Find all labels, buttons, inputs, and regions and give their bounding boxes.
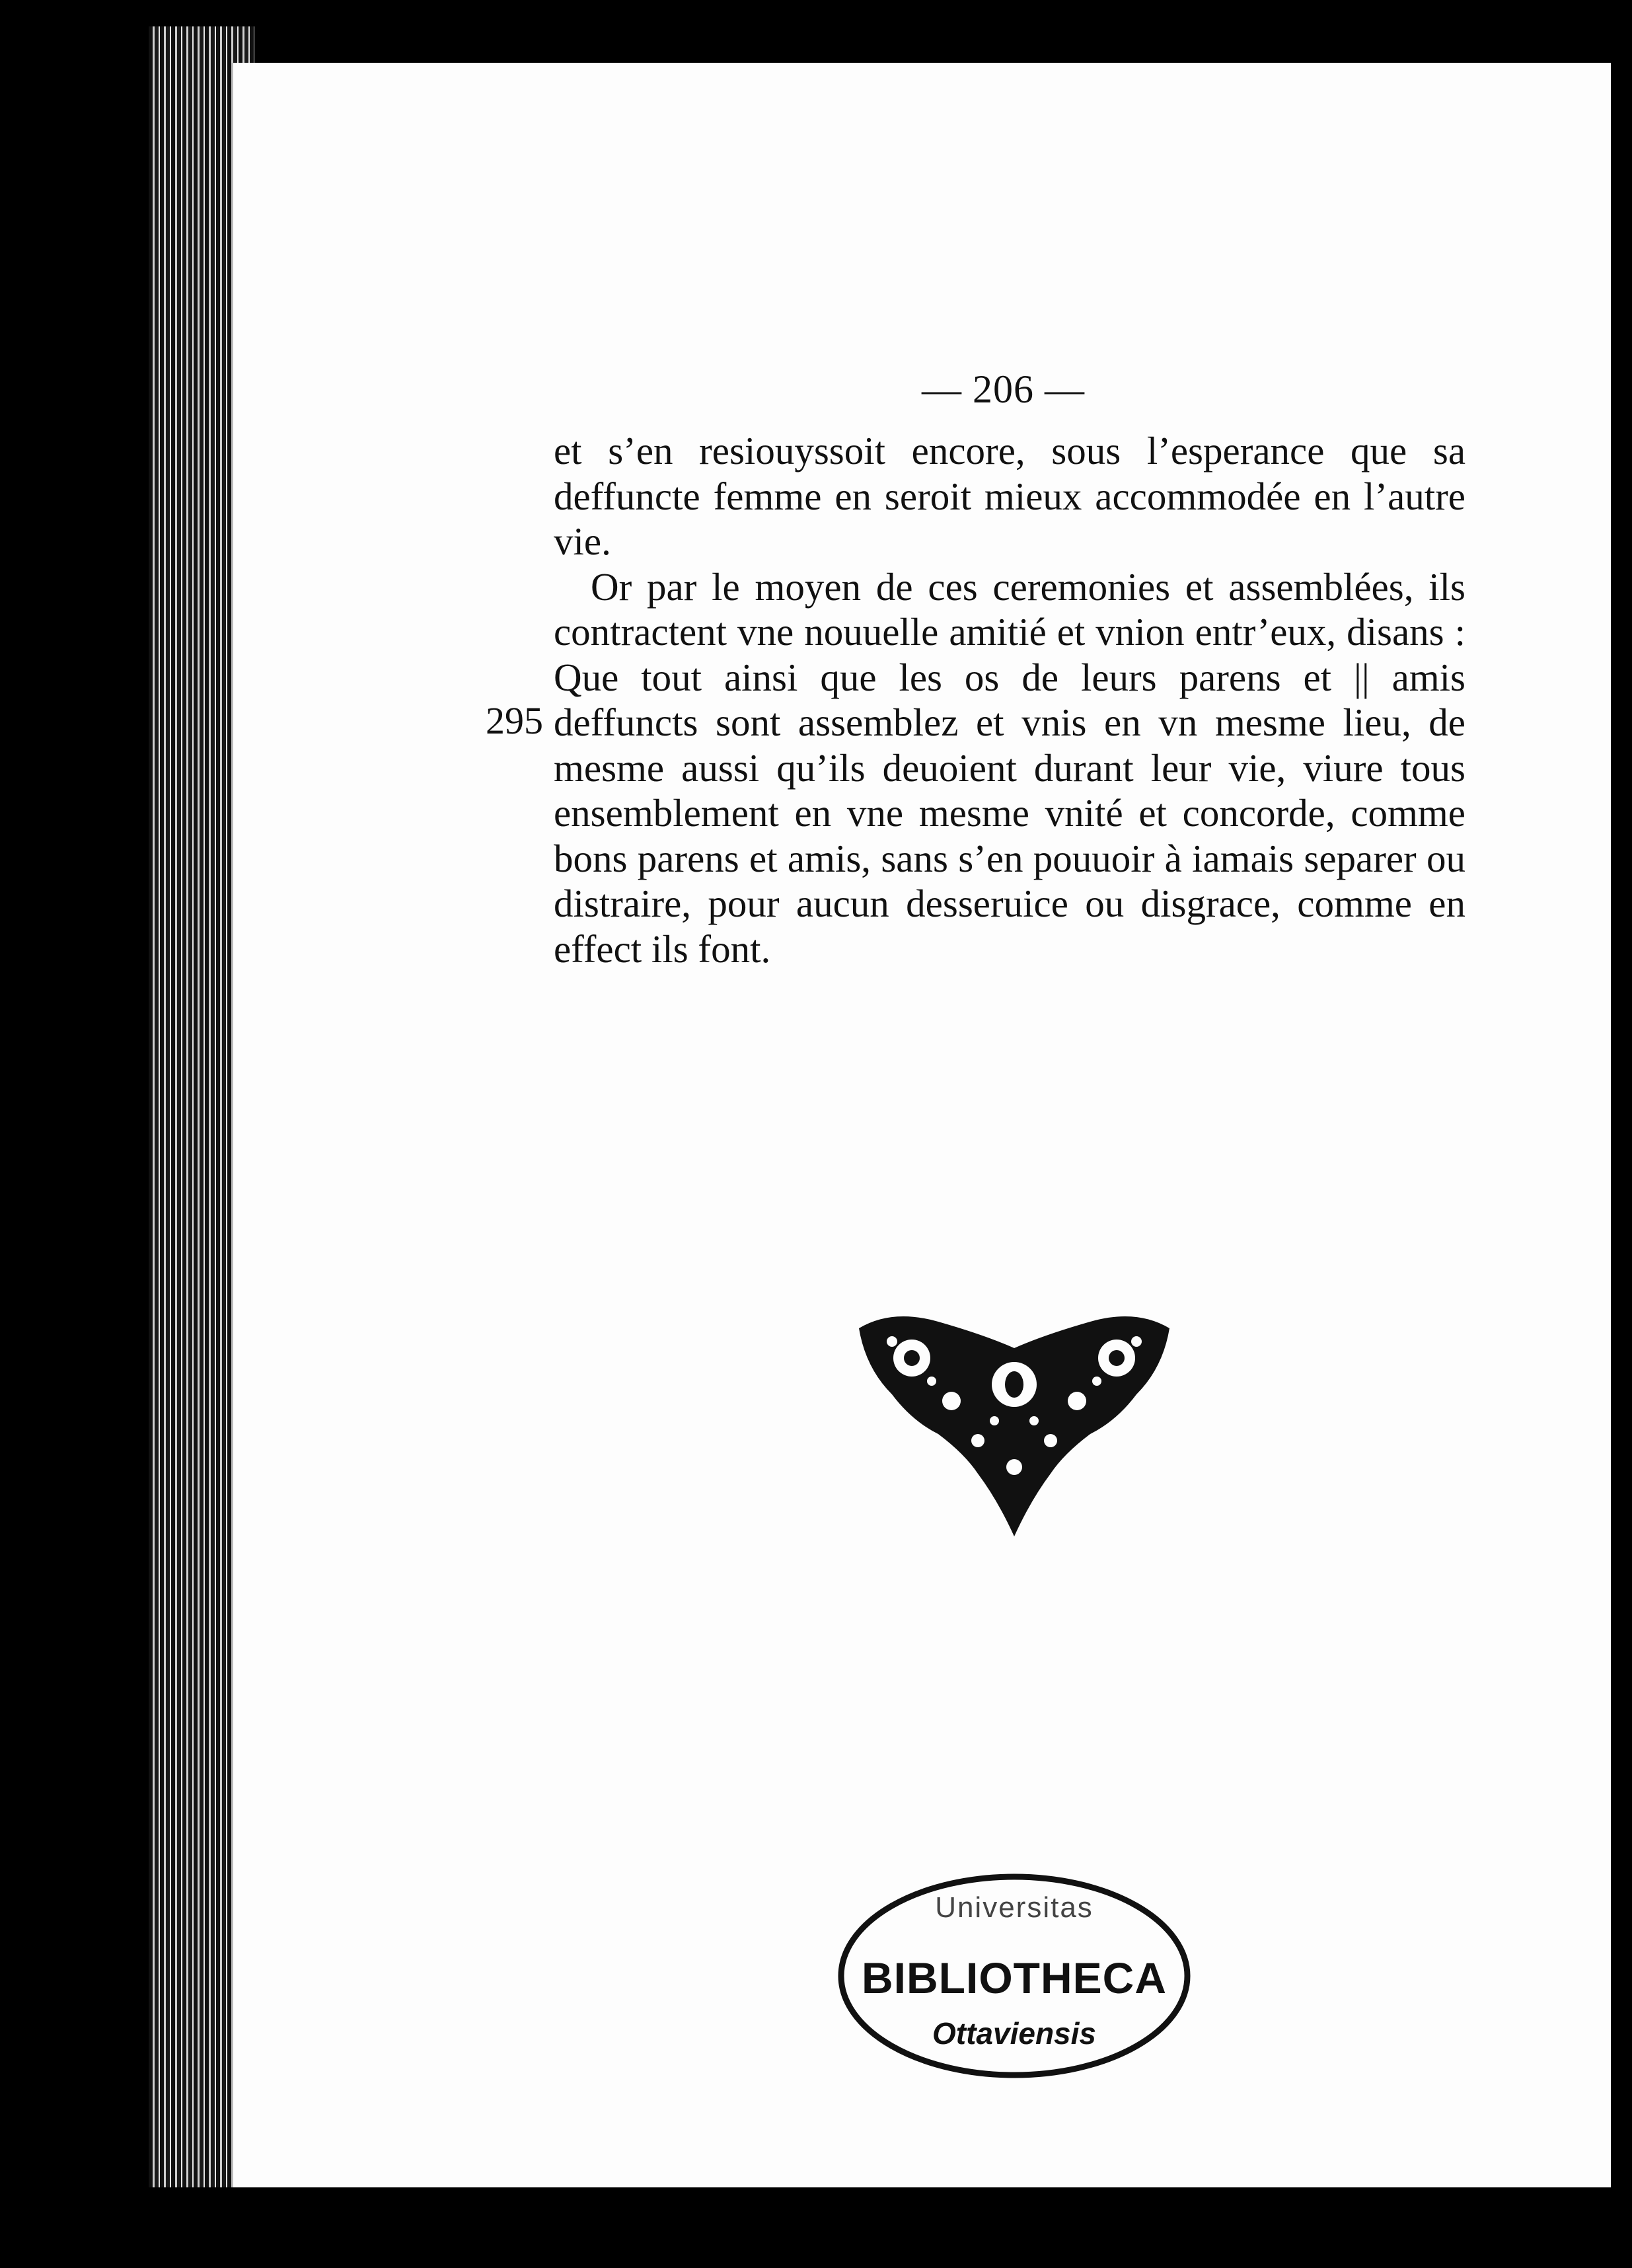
- stamp-top-text: Universitas: [935, 1891, 1094, 1924]
- margin-line-number: 295: [486, 699, 543, 742]
- paragraph-1: et s’en resiouyssoit encore, sous l’esperance que sa deffuncte femme en seroit mieux accommodée en l’autre vie.: [554, 429, 1465, 563]
- paragraph-2: Or par le moyen de ces ceremonies et assemblées, ils contractent vne nouuelle amitié et vnion entr’eux, disans : Que tout ainsi que les os de leurs parens et || amis deffuncts sont assemblez et vnis en vn mesme lieu, de mesme aussi qu’ils deuoient durant leur vie, viure tous ensemblement en vne mesme vnité et concorde, comme bons parens et amis, sans s’en pouuoir à iamais separer ou distraire, pour aucun desseruice ou disgrace, comme en effect ils font.: [554, 564, 1465, 971]
- body-text: [554, 428, 1465, 971]
- library-stamp: [829, 1864, 1199, 2088]
- page-number: — 206 —: [922, 367, 1085, 411]
- stamp-middle-text: BIBLIOTHECA: [862, 1953, 1167, 2002]
- stamp-bottom-text: Ottaviensis: [932, 2016, 1096, 2051]
- ornament-tailpiece: [852, 1308, 1176, 1540]
